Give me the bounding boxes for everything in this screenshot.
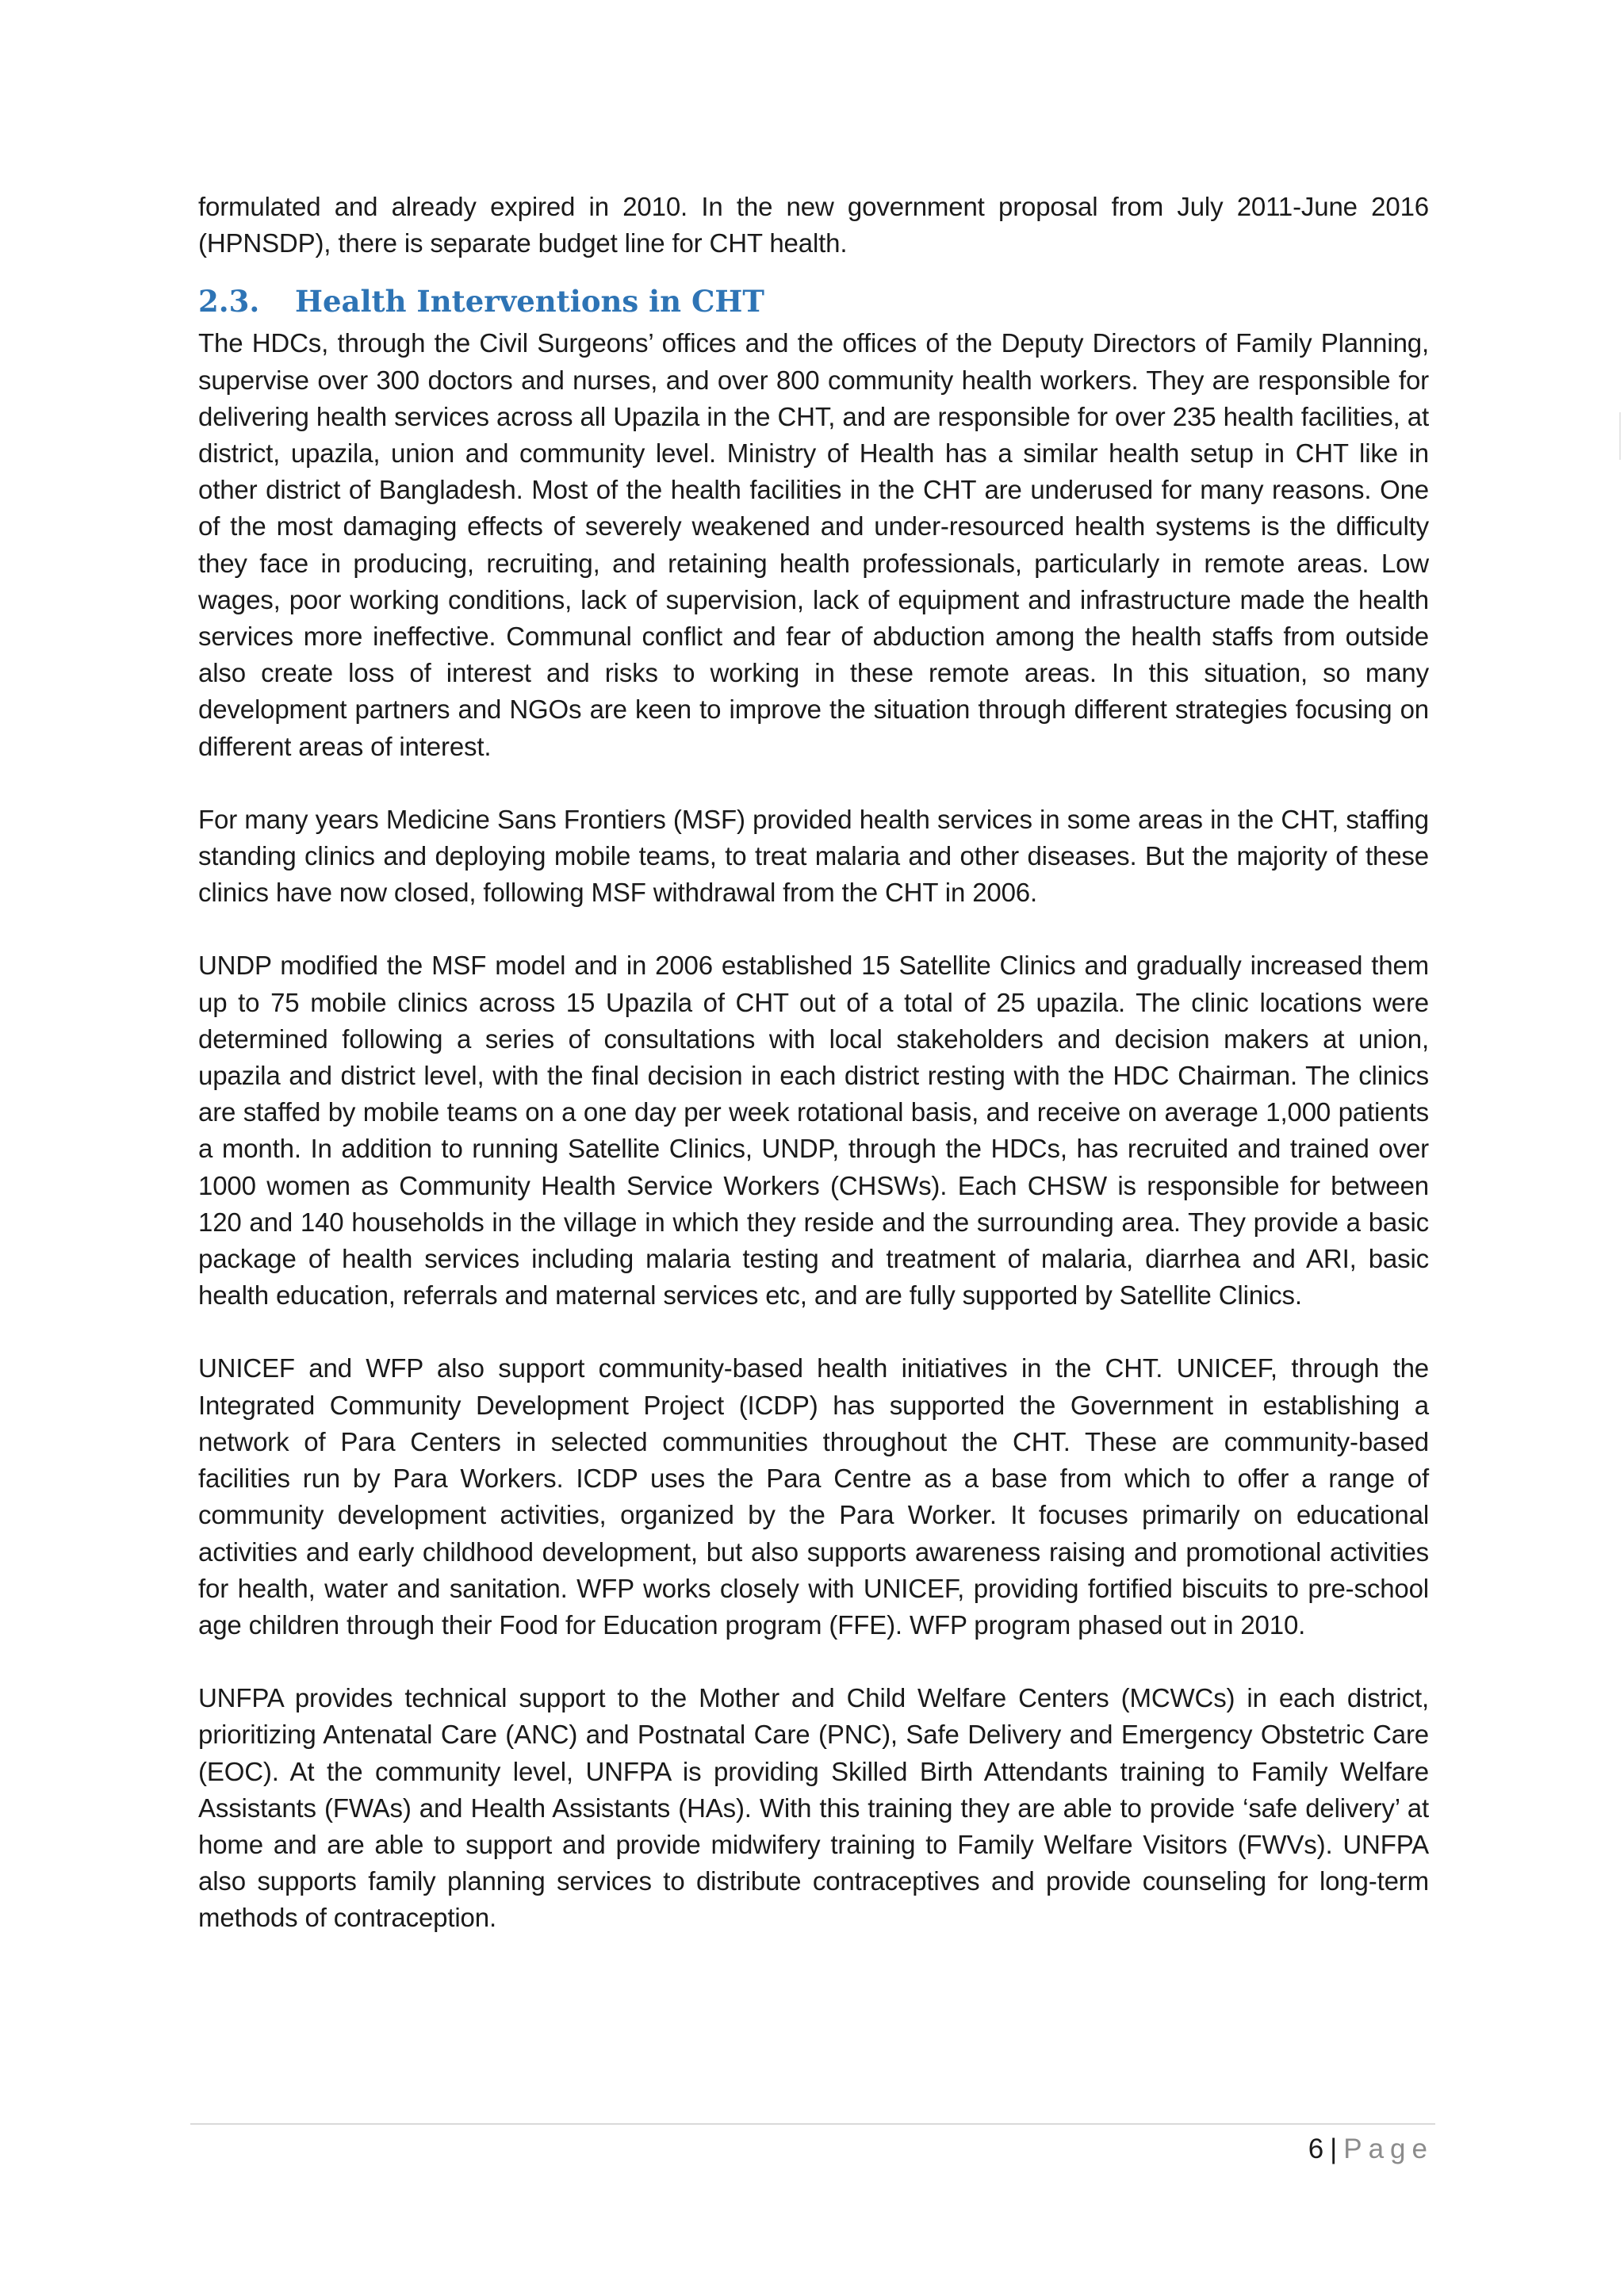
paragraph-unfpa: UNFPA provides technical support to the Mother and Child Welfare Centers (MCWCs) in each district, prioritizing Antenatal Care (ANC) and Postnatal Care (PNC), Safe Delivery and Emergency Obstetric Care (EOC). At the community level, UNFPA is providing Skilled Birth Attendants training to Family Welfare Assistants (FWAs) and Health Assistants (HAs). With this training they are able to provide ‘safe delivery’ at home and are able to support and provide midwifery training to Family Welfare Visitors (FWVs). UNFPA also supports family planning services to distribute contraceptives and provide counseling for long-term methods of contraception. bbox=[198, 1683, 1429, 1933]
paragraph-undp: UNDP modified the MSF model and in 2006 established 15 Satellite Clinics and gradually increased them up to 75 mobile clinics across 15 Upazila of CHT out of a total of 25 upazila. The clinic locations were determined following a series of consultations with local stakeholders and decision makers at union, upazila and district level, with the final decision in each district resting with the HDC Chairman. The clinics are staffed by mobile teams on a one day per week rotational basis, and receive on average 1,000 patients a month. In addition to running Satellite Clinics, UNDP, through the HDCs, has recruited and trained over 1000 women as Community Health Service Workers (CHSWs). Each CHSW is responsible for between 120 and 140 households in the village in which they reside and the surrounding area. They provide a basic package of health services including malaria testing and treatment of malaria, diarrhea and ARI, basic health education, referrals and maternal services etc, and are fully supported by Satellite Clinics. bbox=[198, 951, 1429, 1311]
paragraph-unicef-wfp: UNICEF and WFP also support community-based health initiatives in the CHT. UNICEF, through the Integrated Community Development Project (ICDP) has supported the Government in establishing a network of Para Centers in selected communities throughout the CHT. These are community-based facilities run by Para Workers. ICDP uses the Para Centre as a base from which to offer a range of community development activities, organized by the Para Worker. It focuses primarily on educational activities and early childhood development, but also supports awareness raising and promotional activities for health, water and sanitation. WFP works closely with UNICEF, providing fortified biscuits to pre-school age children through their Food for Education program (FFE). WFP program phased out in 2010. bbox=[198, 1353, 1429, 1640]
page-footer bbox=[1308, 2130, 1434, 2169]
page-body bbox=[198, 189, 1429, 1973]
intro-paragraph: formulated and already expired in 2010. In the new government proposal from July 2011-June 2016 (HPNSDP), there is separate budget line for CHT health. bbox=[198, 192, 1429, 258]
page-number: 6 bbox=[1308, 2133, 1324, 2164]
section-heading bbox=[198, 279, 1429, 323]
paragraph-hdc-overview: The HDCs, through the Civil Surgeons’ offices and the offices of the Deputy Directors of Family Planning, supervise over 300 doctors and nurses, and over 800 community health workers. They are responsible for delivering health services across all Upazila in the CHT, and are responsible for over 235 health facilities, at district, upazila, union and community level. Ministry of Health has a similar health setup in CHT like in other district of Bangladesh. Most of the health facilities in the CHT are underused for many reasons. One of the most damaging effects of severely weakened and under-resourced health systems is the difficulty they face in producing, recruiting, and retaining health professionals, particularly in remote areas. Low wages, poor working conditions, lack of supervision, lack of equipment and infrastructure made the health services more ineffective. Communal conflict and fear of abduction among the health staffs from outside also create loss of interest and risks to working in these remote areas. In this situation, so many development partners and NGOs are keen to improve the situation through different strategies focusing on different areas of interest. bbox=[198, 328, 1429, 761]
paragraph-msf: For many years Medicine Sans Frontiers (MSF) provided health services in some areas in the CHT, staffing standing clinics and deploying mobile teams, to treat malaria and other diseases. But the majority of these clinics have now closed, following MSF withdrawal from the CHT in 2006. bbox=[198, 804, 1429, 908]
edge-mark bbox=[1619, 412, 1621, 460]
page-label: Page bbox=[1343, 2133, 1434, 2164]
footer-divider bbox=[190, 2123, 1435, 2125]
section-title: Health Interventions in CHT bbox=[295, 284, 764, 320]
section-number: 2.3. bbox=[198, 284, 260, 320]
footer-separator: | bbox=[1330, 2133, 1338, 2164]
